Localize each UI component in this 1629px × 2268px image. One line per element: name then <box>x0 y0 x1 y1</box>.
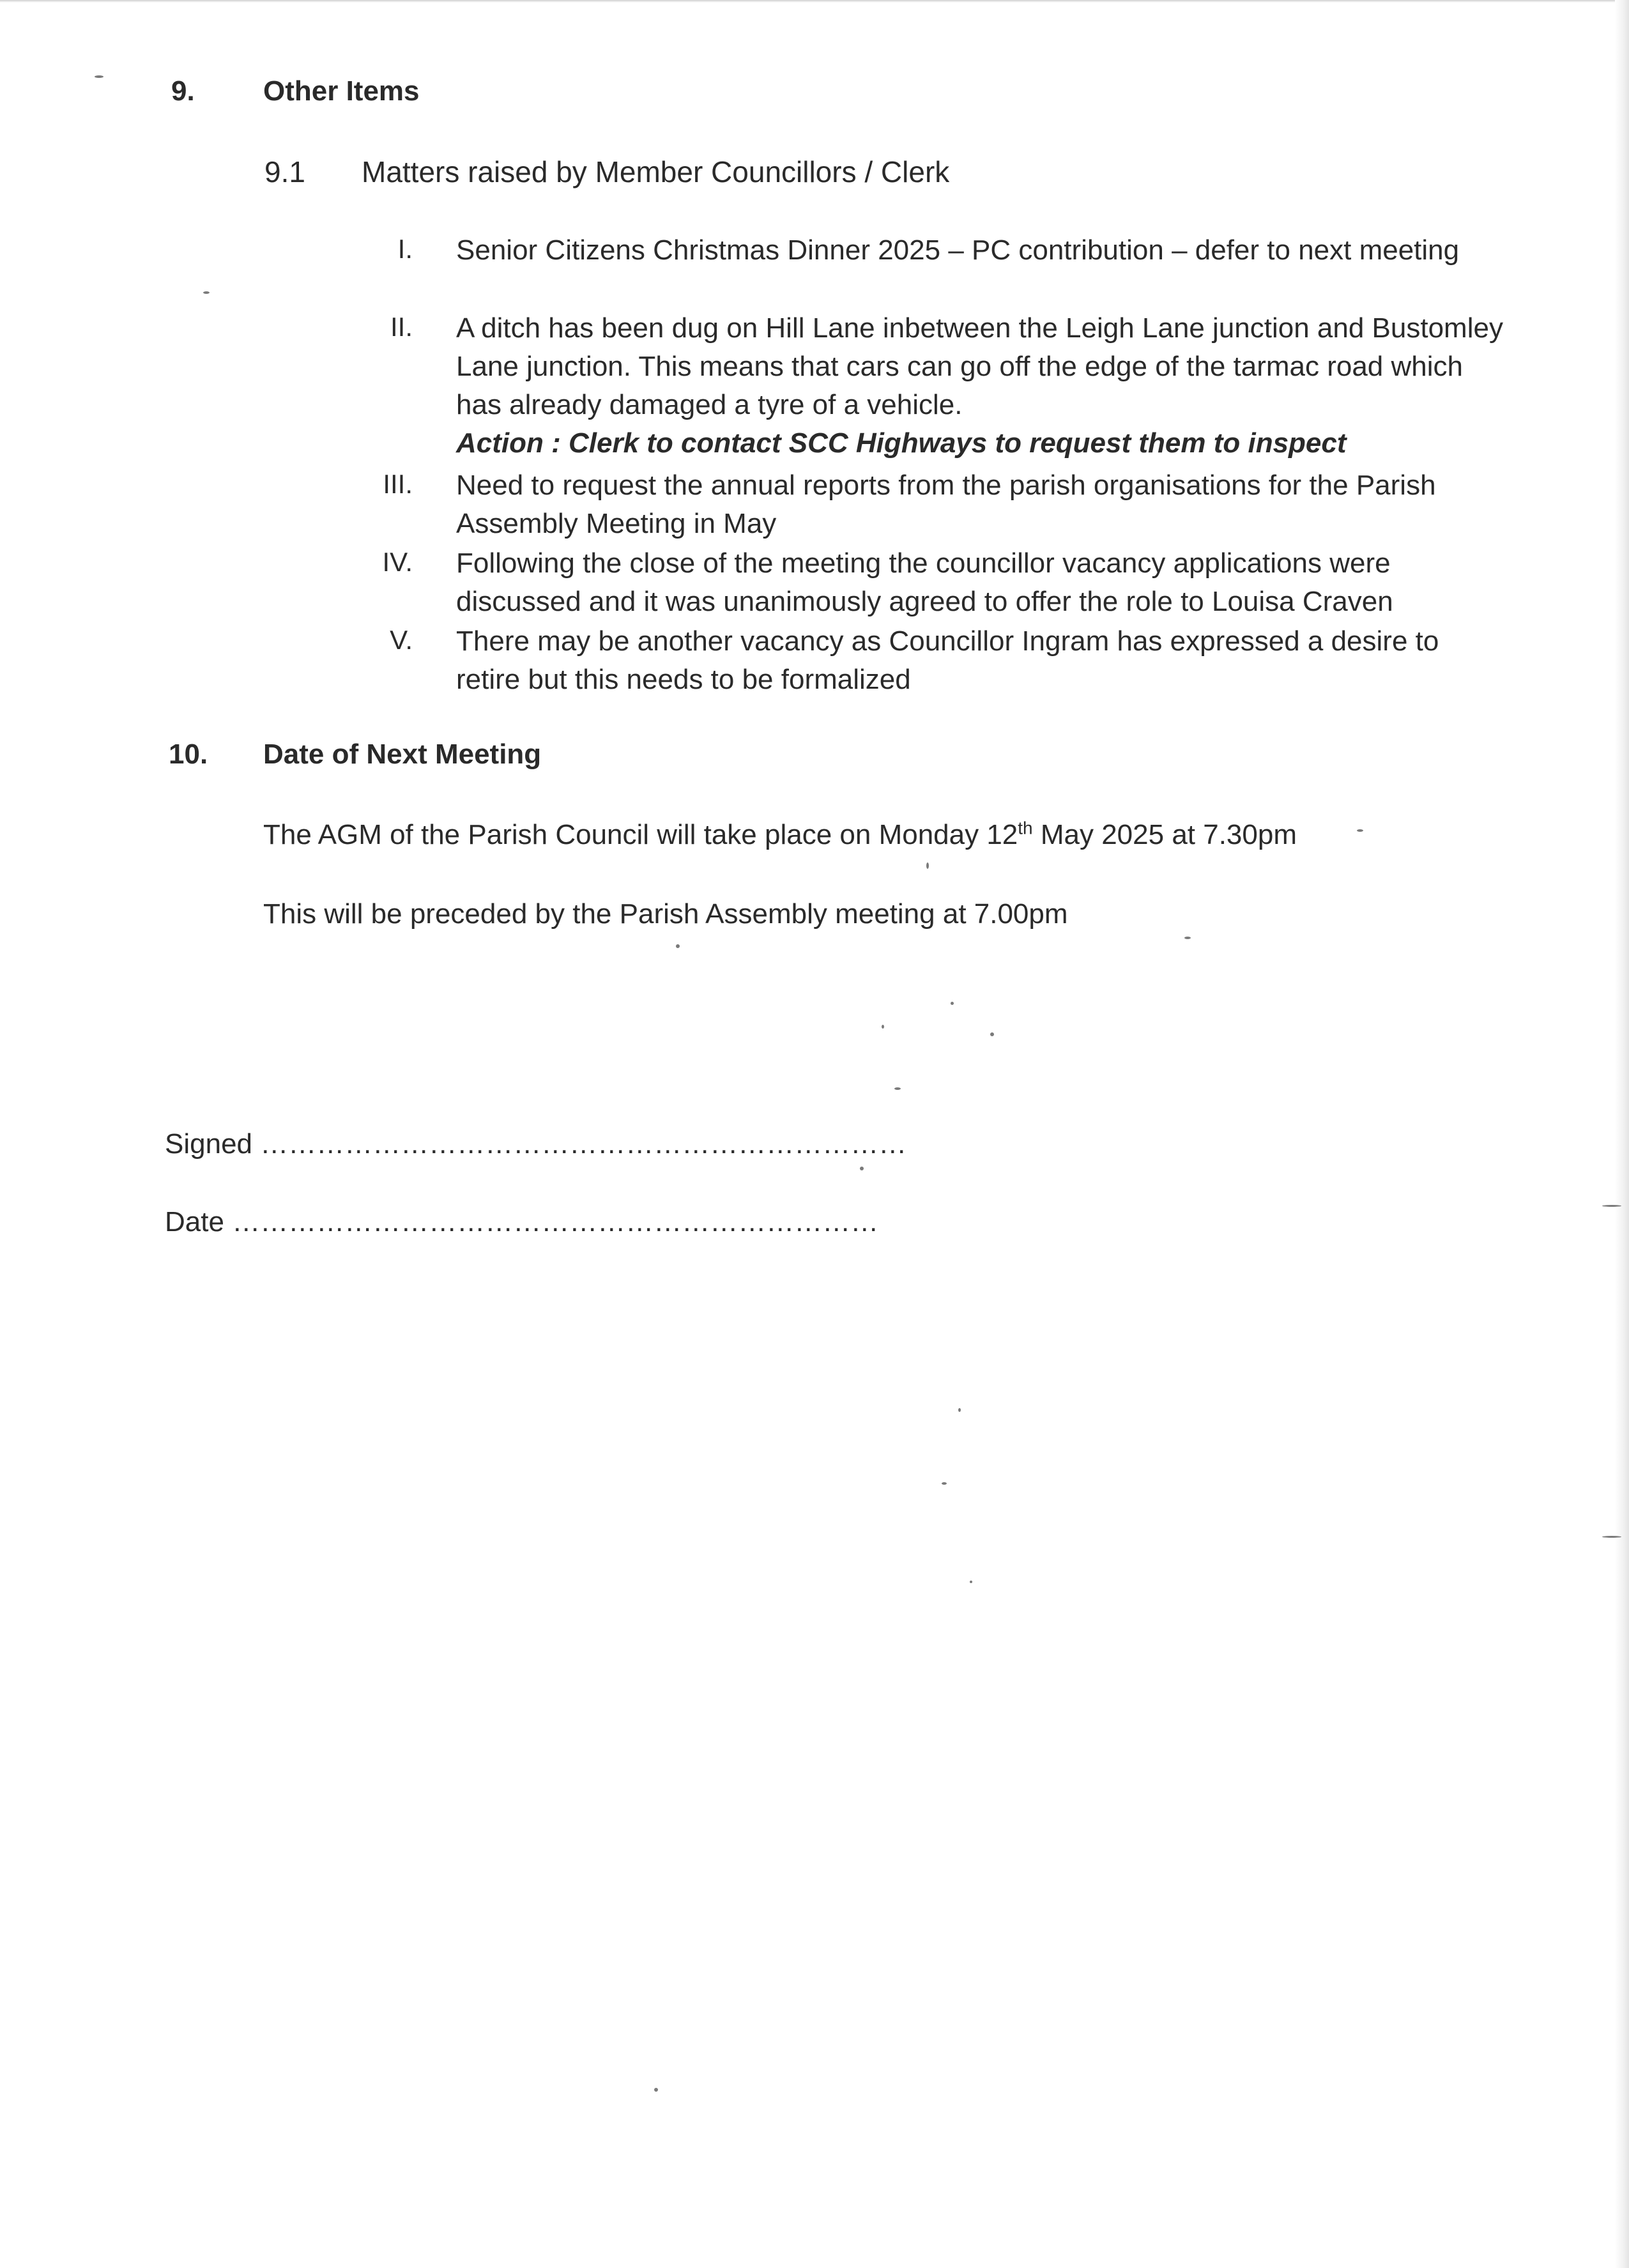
scan-edge-right <box>1615 0 1629 2268</box>
scan-speck <box>1184 937 1191 939</box>
item-numeral: I. <box>397 234 413 264</box>
item-body: Senior Citizens Christmas Dinner 2025 – PC contribution – defer to next meeting <box>456 234 1460 266</box>
scan-speck <box>942 1482 947 1485</box>
scan-speck <box>926 862 929 869</box>
scan-edge-top <box>0 0 1629 3</box>
agm-text: The AGM of the Parish Council will take place on Monday 12 <box>263 819 1018 850</box>
scan-speck <box>654 2088 658 2092</box>
signed-dots: …………………………………………………………… <box>260 1128 907 1160</box>
item-text <box>456 622 1504 699</box>
scan-speck <box>990 1032 994 1036</box>
scan-speck <box>203 291 210 294</box>
item-text <box>456 466 1504 543</box>
section-9-number: 9. <box>171 75 195 107</box>
item-numeral: IV. <box>382 547 413 577</box>
date-line <box>165 1206 878 1238</box>
scan-speck <box>1602 1536 1621 1538</box>
scan-speck <box>95 75 103 78</box>
section-9-title: Other Items <box>263 75 420 107</box>
assembly-paragraph: This will be preceded by the Parish Assembly meeting at 7.00pm <box>263 898 1068 930</box>
signed-label: Signed <box>165 1128 253 1160</box>
item-body: There may be another vacancy as Councillor Ingram has expressed a desire to retire but this needs to be formalized <box>456 625 1439 695</box>
scan-speck <box>676 944 680 948</box>
item-text <box>456 231 1504 270</box>
section-10-title: Date of Next Meeting <box>263 739 542 770</box>
item-numeral: V. <box>390 625 413 655</box>
scan-speck <box>958 1408 961 1412</box>
item-body: A ditch has been dug on Hill Lane inbetween the Leigh Lane junction and Bustomley Lane junction. This means that cars can go off the edge of the tarmac road which has already damaged a tyre of a vehicle. <box>456 312 1503 420</box>
subsection-9-1-number: 9.1 <box>264 155 305 188</box>
agm-paragraph <box>263 819 1297 851</box>
item-text <box>456 309 1504 463</box>
scan-speck <box>1602 1205 1621 1207</box>
agm-ordinal: th <box>1018 818 1033 838</box>
subsection-9-1-title: Matters raised by Member Councillors / Clerk <box>362 155 950 188</box>
scan-speck <box>951 1002 954 1005</box>
signed-line <box>165 1128 906 1160</box>
action-note: Action : Clerk to contact SCC Highways to request them to inspect <box>456 427 1347 459</box>
item-body: Need to request the annual reports from the parish organisations for the Parish Assembly Meeting in May <box>456 470 1436 539</box>
agm-text-end: May 2025 at 7.30pm <box>1032 819 1297 850</box>
scan-speck <box>970 1581 972 1583</box>
date-label: Date <box>165 1206 224 1237</box>
scan-speck <box>1357 829 1363 832</box>
item-numeral: III. <box>383 469 413 499</box>
section-10-number: 10. <box>169 739 208 770</box>
scan-speck <box>894 1087 901 1090</box>
item-body: Following the close of the meeting the councillor vacancy applications were discussed and it was unanimously agreed to offer the role to Louisa Craven <box>456 548 1393 617</box>
scan-speck <box>860 1167 864 1170</box>
date-dots: …………………………………………………………… <box>232 1206 879 1237</box>
item-text <box>456 544 1504 621</box>
item-numeral: II. <box>390 312 413 342</box>
scan-speck <box>882 1025 884 1029</box>
